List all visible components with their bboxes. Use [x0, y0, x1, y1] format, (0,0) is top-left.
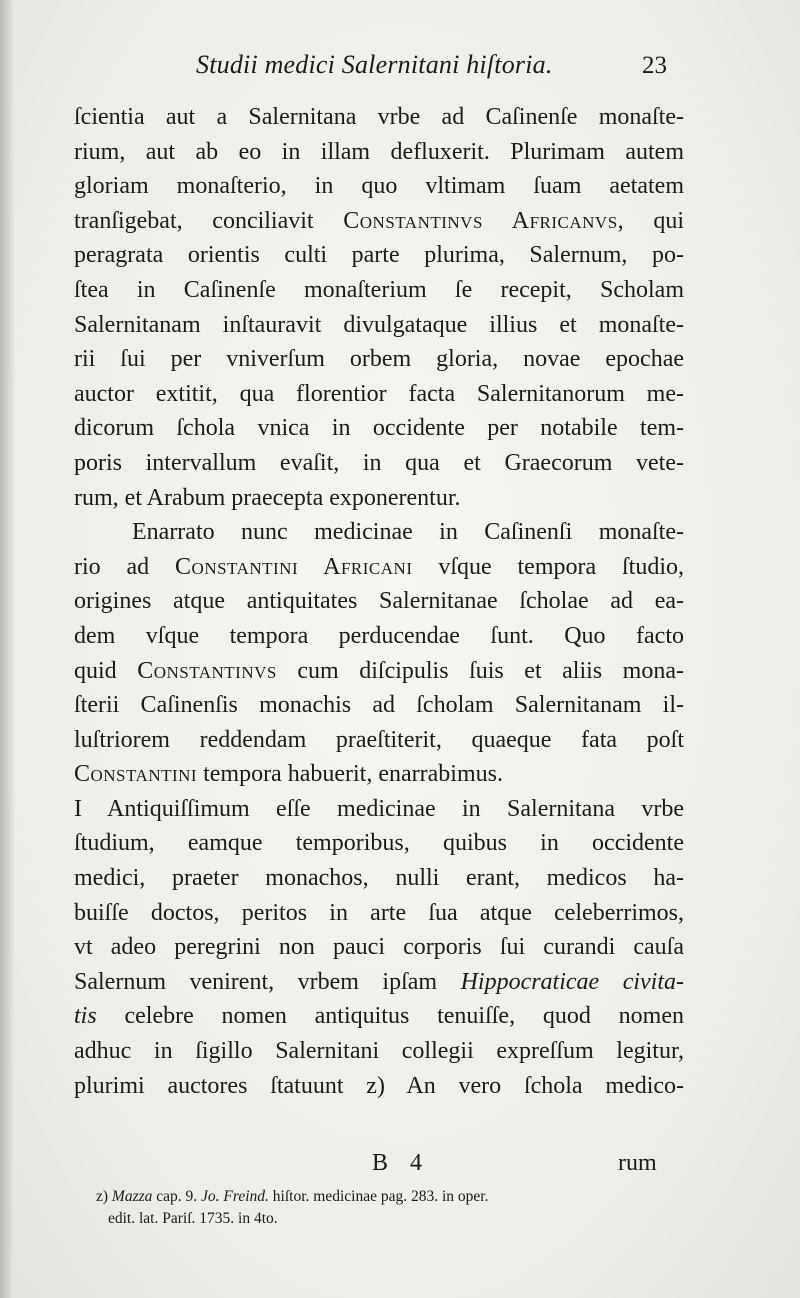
text-line: Salernitanam inſtauravit divulgataque illius et monaſte-: [74, 311, 684, 338]
text-line: peragrata orientis culti parte plurima, Salernum, po-: [74, 242, 684, 269]
catchword: rum: [618, 1150, 657, 1176]
text-line: [74, 965, 684, 1000]
text-line: rii ſui per vniverſum orbem gloria, novae epochae: [74, 346, 684, 373]
text-run: celebre nomen antiquitus tenuiſſe, quod nomen: [96, 1003, 684, 1030]
text-run: tranſigebat, conciliavit: [74, 207, 344, 234]
page-header: [0, 50, 800, 90]
author-name: Constantini Africani: [175, 553, 413, 580]
text-line: rum, et Arabum praecepta exponerentur.: [74, 484, 461, 511]
text-run: cap. 9.: [152, 1188, 202, 1205]
text-run: Salernum venirent, vrbem ipſam: [74, 968, 461, 995]
text-line: poris intervallum evaſit, in qua et Graecorum vete-: [74, 449, 684, 476]
page-edge-shadow: [0, 0, 14, 1298]
text-line: [74, 757, 684, 792]
author-name: Constantini: [74, 761, 198, 788]
text-line: gloriam monaſterio, in quo vltimam ſuam aetatem: [74, 173, 684, 200]
footnote-author: Mazza: [111, 1188, 153, 1205]
text-line: ſterii Caſinenſis monachis ad ſcholam Salernitanam il-: [74, 692, 684, 719]
body-text: [74, 100, 684, 1103]
text-run: quid: [74, 657, 138, 684]
text-run: rio ad: [74, 553, 176, 580]
footnote-author: Jo. Freind.: [201, 1188, 269, 1205]
text-line: luſtriorem reddendam praeſtiterit, quaeque fata poſt: [74, 726, 684, 753]
footnote-line: [96, 1186, 686, 1208]
italic-term: Hippocraticae civita-: [460, 968, 684, 995]
text-line: ſcientia aut a Salernitana vrbe ad Caſinenſe monaſte-: [74, 104, 684, 130]
text-line: dicorum ſchola vnica in occidente per notabile tem-: [74, 415, 684, 442]
text-line: Enarrato nunc medicinae in Caſinenſi monaſte-: [132, 519, 684, 546]
text-line: plurimi auctores ſtatuunt z) An vero ſchola medico-: [74, 1072, 684, 1099]
signature-mark: B 4: [372, 1150, 431, 1176]
footnote: [96, 1186, 686, 1230]
text-line: I Antiquiſſimum eſſe medicinae in Salernitana vrbe: [74, 795, 684, 822]
text-line: [74, 654, 684, 689]
text-line: ſtudium, eamque temporibus, quibus in occidente: [74, 830, 684, 857]
italic-term: tis: [74, 1003, 97, 1030]
footnote-marker: z): [96, 1188, 112, 1205]
text-line: dem vſque tempora perducendae ſunt. Quo facto: [74, 622, 684, 649]
running-title: Studii medici Salernitani hiſtoria.: [196, 50, 553, 79]
page-footer: [0, 1150, 800, 1184]
page-number: 23: [642, 52, 667, 79]
text-line: adhuc in ſigillo Salernitani collegii expreſſum legitur,: [74, 1038, 684, 1065]
text-line: [74, 550, 684, 585]
author-name: Constantinvs Africanvs: [343, 207, 618, 234]
text-line: auctor extitit, qua florentior facta Salernitanorum me-: [74, 380, 684, 407]
text-run: hiſtor. medicinae pag. 283. in oper.: [268, 1188, 489, 1205]
text-run: tempora habuerit, enarrabimus.: [197, 761, 503, 788]
text-line: medici, praeter monachos, nulli erant, medicos ha-: [74, 865, 684, 892]
text-line: [74, 204, 684, 239]
text-line: rium, aut ab eo in illam defluxerit. Plurimam autem: [74, 138, 684, 165]
text-line: [74, 999, 684, 1034]
text-run: , qui: [617, 207, 685, 234]
footnote-line: edit. lat. Pariſ. 1735. in 4to.: [108, 1210, 278, 1227]
text-line: buiſſe doctos, peritos in arte ſua atque celeberrimos,: [74, 899, 684, 926]
text-line: ſtea in Caſinenſe monaſterium ſe recepit, Scholam: [74, 276, 684, 303]
text-run: cum diſcipulis ſuis et aliis mona-: [276, 657, 684, 684]
text-run: vſque tempora ſtudio,: [412, 553, 685, 580]
text-line: origines atque antiquitates Salernitanae ſcholae ad ea-: [74, 588, 684, 615]
author-name: Constantinvs: [137, 657, 277, 684]
text-line: vt adeo peregrini non pauci corporis ſui curandi cauſa: [74, 934, 684, 961]
